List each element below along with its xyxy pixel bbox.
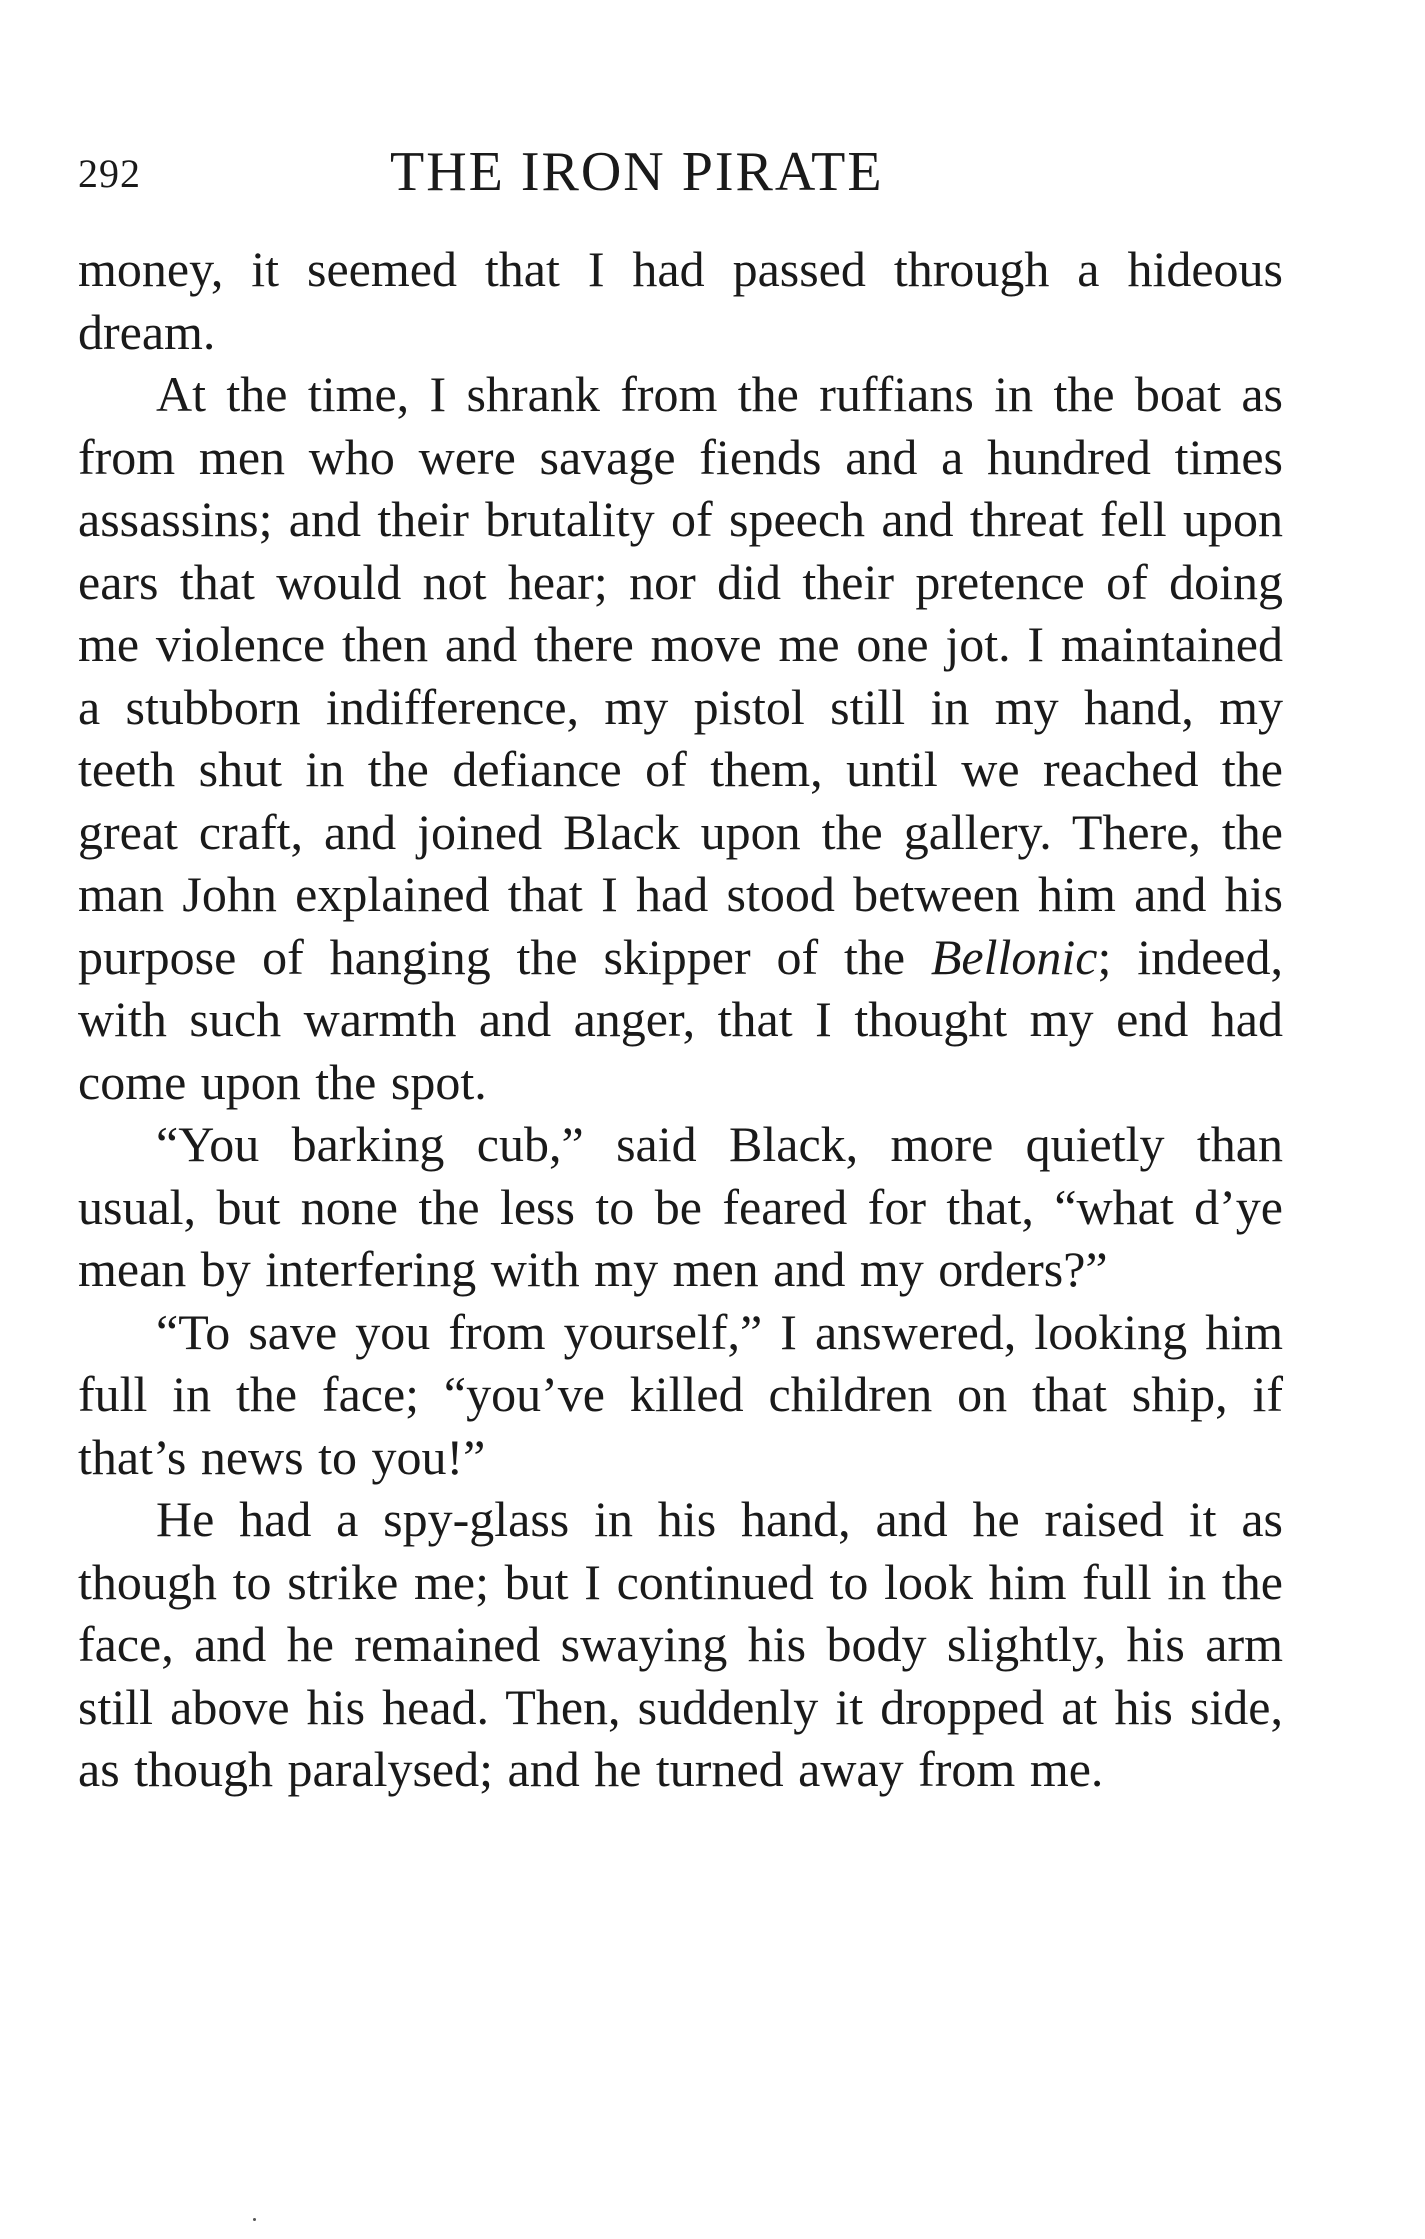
- page-number: 292: [78, 151, 141, 196]
- paragraph-text: At the time, I shrank from the ruffians in the boat as from men who were savage fiends and a hundred times assassins; and their brutality of speech and threat fell upon ears that would not hear; nor did their pretence of doing me violence then and there move me one jot. I maintained a stubborn indifference, my pistol still in my hand, my teeth shut in the defiance of them, until we reached the great craft, and joined Black upon the gallery. There, the man John explained that I had stood between him and his purpose of hanging the skipper of the: [78, 366, 1283, 985]
- running-title: THE IRON PIRATE: [390, 141, 884, 203]
- paragraph-continuation: money, it seemed that I had passed through a hideous dream.: [78, 241, 1283, 360]
- book-page: [78, 140, 1283, 1801]
- paragraph-text-end: ; indeed, with such warmth and anger, that I thought my end had come upon the spot.: [78, 928, 1284, 1110]
- paragraph-spy-glass: He had a spy-glass in his hand, and he raised it as though to strike me; but I continued to look him full in the face, and he remained swaying his body slightly, his arm still above his head. Then, suddenly it dropped at his side, as though paralysed; and he turned away from me.: [78, 1491, 1283, 1797]
- ship-name: Bellonic: [930, 928, 1098, 985]
- paragraph-answer: “To save you from yourself,” I answered, looking him full in the face; “you’ve killed children on that ship, if that’s news to you!”: [78, 1303, 1283, 1485]
- paragraph-ruffians: [78, 363, 1283, 1113]
- paragraph-black-speech: “You barking cub,” said Black, more quietly than usual, but none the less to be feared for that, “what d’ye mean by interfering with my men and my orders?”: [78, 1116, 1283, 1297]
- body-text: [78, 238, 1283, 1801]
- print-speck: [253, 2218, 256, 2221]
- running-header: [78, 140, 1283, 210]
